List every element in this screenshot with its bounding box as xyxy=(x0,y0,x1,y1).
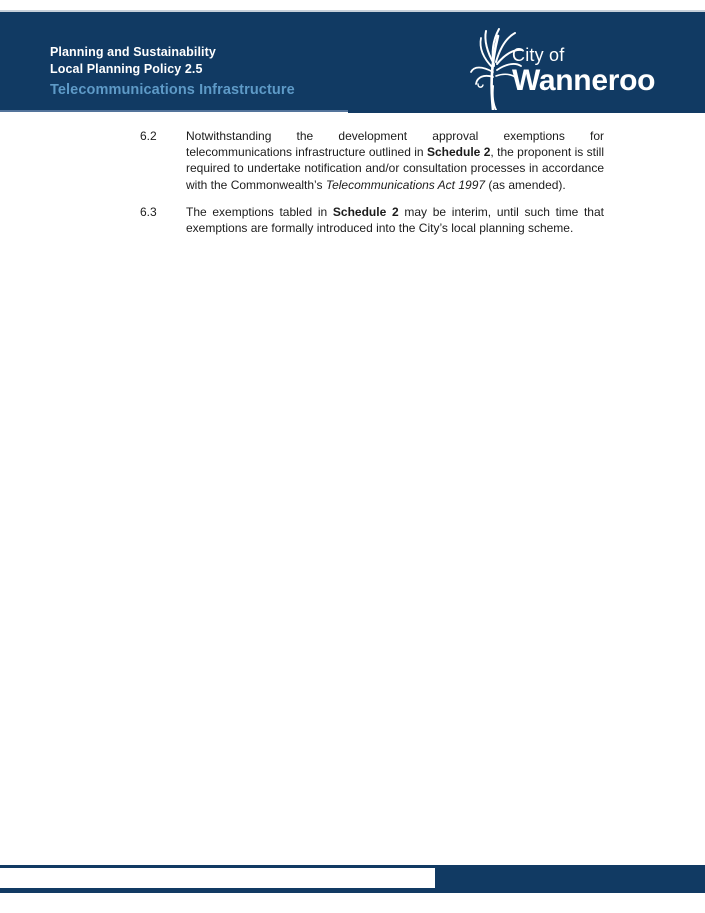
policy-clause xyxy=(140,204,604,236)
clause-text: Notwithstanding the development approval exemptions for telecommunications infrastructure outlined in Schedule 2, the proponent is still required to undertake notification and/or consultation processes in accordance with the Commonwealth’s Telecommunications Act 1997 (as amended). xyxy=(186,129,604,192)
header-department: Planning and Sustainability xyxy=(50,45,216,59)
header-bottom-accent-right xyxy=(348,110,705,113)
clause-number: 6.2 xyxy=(140,129,157,143)
clause-number: 6.3 xyxy=(140,204,157,219)
city-of-wanneroo-logo xyxy=(466,25,691,115)
clause-text: The exemptions tabled in Schedule 2 may be interim, until such time that exemptions are formally introduced into the City’s local planning scheme. xyxy=(186,204,604,236)
footer-bar xyxy=(0,865,705,893)
header-title-block xyxy=(50,44,295,100)
page-title: Telecommunications Infrastructure xyxy=(50,82,295,98)
header-bottom-accent-left xyxy=(0,110,348,112)
header-policy-number: Local Planning Policy 2.5 xyxy=(50,62,203,76)
logo-wanneroo: Wanneroo xyxy=(512,64,656,97)
footer-outlined-box xyxy=(0,865,435,893)
logo-city-of: City of xyxy=(512,45,565,65)
footer-solid-block xyxy=(435,865,705,893)
logo-text xyxy=(512,45,655,97)
policy-clause xyxy=(140,128,604,193)
policy-clauses xyxy=(140,128,604,236)
header-banner xyxy=(0,12,705,110)
